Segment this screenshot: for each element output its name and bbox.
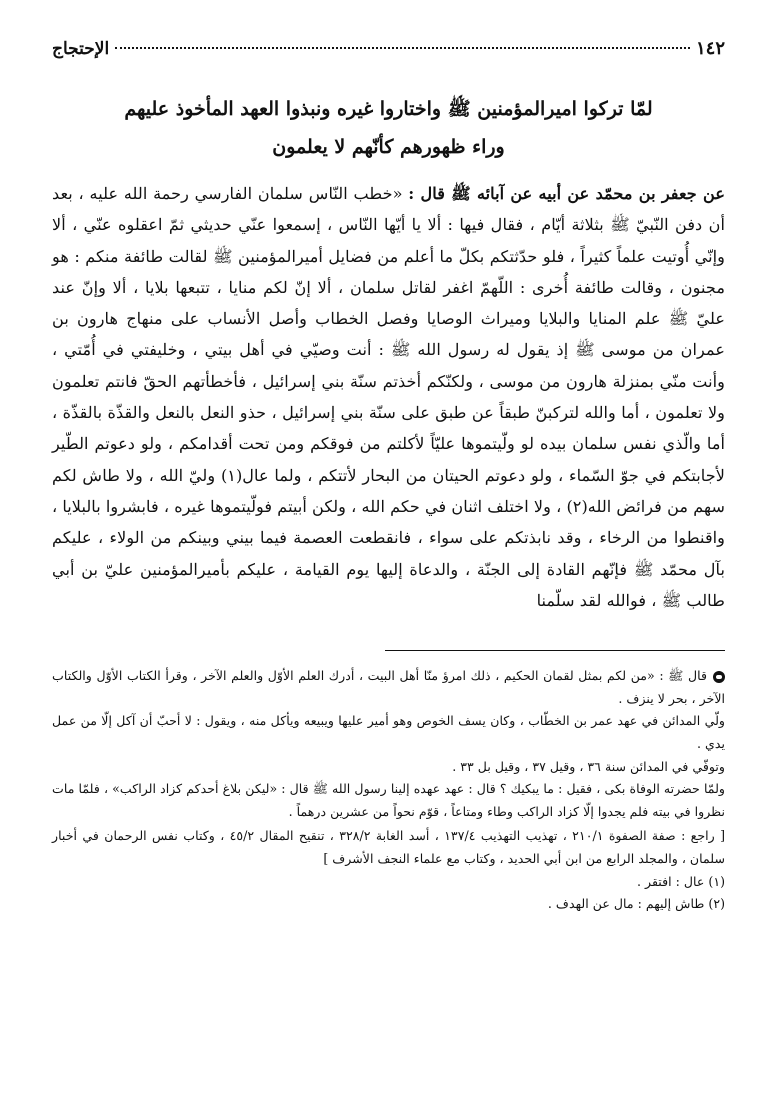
page-header — [52, 38, 725, 68]
footnote-bio-3: وتوفّي في المدائن سنة ٣٦ ، وقيل ٣٧ ، وقيل بل ٣٣ . — [452, 758, 725, 774]
narration-chain: عن جعفر بن محمّد عن أبيه عن آبائه ﷺ قال : — [408, 184, 725, 203]
section-heading-line-1: لمّا تركوا اميرالمؤمنين ﷺ واختاروا غيره ونبذوا العهد المأخوذ عليهم — [124, 98, 653, 120]
footnotes — [52, 665, 725, 916]
main-text — [52, 178, 725, 616]
running-title: الإحتجاج — [52, 39, 110, 59]
sermon-text: «خطب النّاس سلمان الفارسي رحمة الله عليه ، بعد أن دفن النّبيّ ﷺ بثلاثة أيّام ، فقال فيها : ألا يا أيّها النّاس ، إسمعوا عنّي حديثي ثمّ اعقلوه عنّي ، ألا وإنّي أُوتيت علماً كثيراً ، فلو حدّثتكم بكلّ ما أعلم من فضايل أميرالمؤمنين ﷺ لقالت طائفة منكم : هو مجنون ، وقالت طائفة أُخرى : اللّهمّ اغفر لقاتل سلمان ، ألا إنّ لكم منايا ، تتبعها بلايا ، ألا وإنّ عند عليّ ﷺ علم المنايا والبلايا وميراث الوصايا وفصل الخطاب وأصل الأنساب على منهاج هارون بن عمران من موسى ﷺ إذ يقول له رسول الله ﷺ : أنت وصيّي في أهل بيتي ، وخليفتي في أُمّتي ، وأنت منّي بمنزلة هارون من موسى ، ولكنّكم أخذتم سنّة بني إسرائيل ، فأخطأتهم الحقّ فانتم تعلمون ولا تعلمون ، أما والله لتركبنّ طبقاً عن طبق على سنّة بني إسرائيل ، حذو النعل بالنعل والقذّة بالقذّة ، أما والّذي نفس سلمان بيده لو ولّيتموها عليّاً لأكلتم من فوقكم ومن تحت أقدامكم ، ولو دعوتم الطّير لأجابتكم في جوّ السّماء ، ولو دعوتم الحيتان من البحار لأتتكم ، ولما عال(١) وليّ الله ، ولا طاش لكم سهم من فرائض الله(٢) ، ولا اختلف اثنان في حكم الله ، ولكن أبيتم فولّيتموها غيره ، فابشروا بالبلايا ، واقنطوا من الرخاء ، وقد نابذتكم على سواء ، فانقطعت العصمة فيما بيني وبينكم من الولاء ، عليكم بآل محمّد ﷺ فإنّهم القادة إلى الجنّة ، والدعاة إليها يوم القيامة ، عليكم بأميرالمؤمنين عليّ بن أبي طالب ﷺ ، فوالله لقد سلّمنا — [52, 184, 726, 610]
footnote-1: (١) عال : افتقر . — [636, 873, 725, 889]
footnote-2: (٢) طاش إليهم : مال عن الهدف . — [547, 896, 725, 912]
footnote-separator — [385, 650, 725, 651]
section-heading-line-2: وراء ظهورهم كأنّهم لا يعلمون — [272, 136, 505, 158]
footnote-bio-4: ولمّا حضرته الوفاة بكى ، فقيل : ما يبكيك ؟ قال : عهد عهده إلينا رسول الله ﷺ قال : «ليكن بلاغ أحدكم كزاد الراكب» ، فلمّا مات نظروا في بيته فلم يجدوا إلّا كزاد الراكب وطاء ومتاعاً ، قوّم نحواً من عشرين درهماً . — [52, 781, 725, 819]
footnote-references: [ راجع : صفة الصفوة ٢١٠/١ ، تهذيب التهذيب ١٣٧/٤ ، أسد الغابة ٣٢٨/٢ ، تنقيح المقال ٤٥/٢ ، وكتاب نفس الرحمان في أخبار سلمان ، والمجلد الرابع من ابن أبي الحديد ، وكتاب مع علماء النجف الأشرف ] — [52, 828, 726, 866]
footnote-bio-1: قال ﷺ : «من لكم بمثل لقمان الحكيم ، ذلك امرؤ منّا أهل البيت ، أدرك العلم الأوّل والعلم الآخر ، وقرأ الكتاب الأوّل والكتاب الآخر ، بحر لا ينزف . — [52, 668, 725, 706]
footnote-marker-icon — [713, 671, 725, 683]
page-number: ١٤٢ — [695, 38, 725, 59]
header-dot-leader — [115, 47, 690, 49]
section-heading — [52, 90, 725, 166]
footnote-separator-wrap — [52, 650, 725, 651]
footnote-bio-2: ولّي المدائن في عهد عمر بن الخطّاب ، وكان يسف الخوص وهو أمير عليها ويبيعه ويأكل منه ، ويقول : لا أحبّ أن آكل إلّا من عمل يدي . — [52, 713, 725, 751]
main-paragraph — [52, 178, 725, 616]
